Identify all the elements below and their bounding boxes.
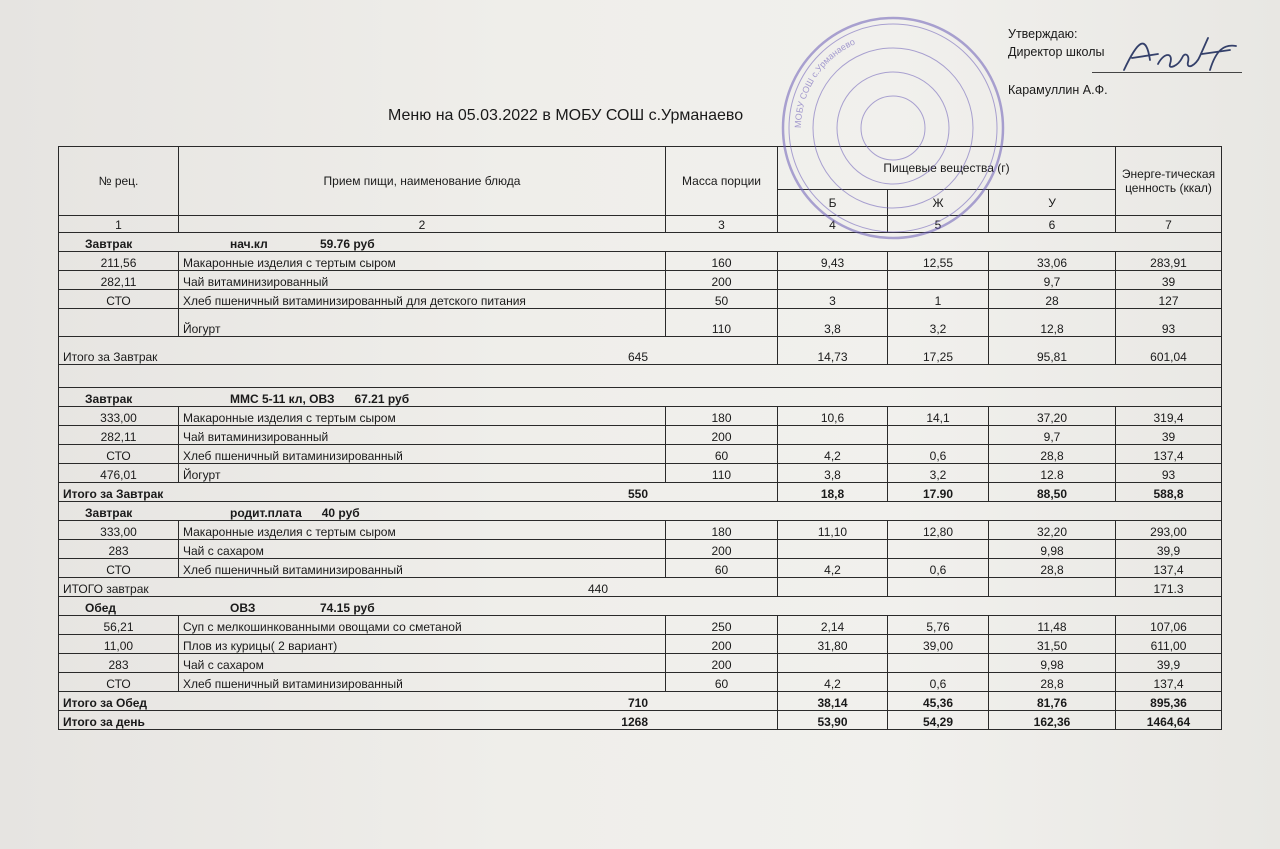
table-row xyxy=(59,426,1222,445)
director-signature xyxy=(1118,30,1243,80)
energy: 319,4 xyxy=(1116,407,1222,426)
approval-line-2: Директор школы xyxy=(1008,45,1105,59)
table-row xyxy=(59,464,1222,483)
header-mass: Масса порции xyxy=(666,147,778,216)
protein: 3 xyxy=(778,290,888,309)
index-cell: 5 xyxy=(888,216,989,233)
menu-table xyxy=(58,146,1222,730)
fat: 3,2 xyxy=(888,464,989,483)
day-total-carbs: 162,36 xyxy=(989,711,1116,730)
section-price: 74.15 руб xyxy=(320,601,375,615)
table-row xyxy=(59,654,1222,673)
dish-name: Чай витаминизированный xyxy=(179,426,666,445)
recipe-number: СТО xyxy=(59,445,179,464)
day-total-fat: 54,29 xyxy=(888,711,989,730)
approval-line-1: Утверждаю: xyxy=(1008,27,1078,41)
energy: 137,4 xyxy=(1116,559,1222,578)
energy: 293,00 xyxy=(1116,521,1222,540)
protein: 31,80 xyxy=(778,635,888,654)
total-protein: 14,73 xyxy=(778,337,888,365)
dish-name: Макаронные изделия с тертым сыром xyxy=(179,407,666,426)
fat: 14,1 xyxy=(888,407,989,426)
protein: 2,14 xyxy=(778,616,888,635)
energy: 611,00 xyxy=(1116,635,1222,654)
stamp-text: МОБУ СОШ с.Урманаево xyxy=(792,36,857,129)
index-cell: 7 xyxy=(1116,216,1222,233)
table-row xyxy=(59,445,1222,464)
section-header-row xyxy=(59,388,1222,407)
portion-mass: 200 xyxy=(666,635,778,654)
protein: 4,2 xyxy=(778,445,888,464)
index-cell: 1 xyxy=(59,216,179,233)
recipe-number: 11,00 xyxy=(59,635,179,654)
dish-name: Макаронные изделия с тертым сыром xyxy=(179,521,666,540)
portion-mass: 200 xyxy=(666,540,778,559)
total-energy: 588,8 xyxy=(1116,483,1222,502)
total-label: ИТОГО завтрак xyxy=(63,582,149,596)
recipe-number: СТО xyxy=(59,673,179,692)
section-header-row xyxy=(59,233,1222,252)
section-sub: нач.кл xyxy=(230,237,268,251)
day-total-mass: 1268 xyxy=(621,715,648,729)
dish-name: Чай с сахаром xyxy=(179,654,666,673)
total-cell xyxy=(59,337,778,365)
recipe-number: 333,00 xyxy=(59,407,179,426)
total-energy: 601,04 xyxy=(1116,337,1222,365)
header-nutrients: Пищевые вещества (г) xyxy=(778,147,1116,190)
header-energy: Энерге-тическая ценность (ккал) xyxy=(1116,147,1222,216)
total-row xyxy=(59,483,1222,502)
fat xyxy=(888,426,989,445)
index-cell: 6 xyxy=(989,216,1116,233)
header-num: № рец. xyxy=(59,147,179,216)
energy: 93 xyxy=(1116,464,1222,483)
section-label: Завтрак xyxy=(85,506,133,520)
recipe-number: СТО xyxy=(59,290,179,309)
carbs: 12.8 xyxy=(989,464,1116,483)
spacer-cell xyxy=(59,365,1222,388)
total-label: Итого за Завтрак xyxy=(63,350,158,364)
total-mass: 550 xyxy=(627,487,648,501)
day-total-protein: 53,90 xyxy=(778,711,888,730)
total-mass: 710 xyxy=(627,696,648,710)
section-header xyxy=(59,233,1222,252)
energy: 93 xyxy=(1116,309,1222,337)
total-fat: 17.90 xyxy=(888,483,989,502)
carbs: 12,8 xyxy=(989,309,1116,337)
header-zh: Ж xyxy=(888,190,989,216)
fat: 12,55 xyxy=(888,252,989,271)
total-energy: 171.3 xyxy=(1116,578,1222,597)
recipe-number: 283 xyxy=(59,540,179,559)
portion-mass: 110 xyxy=(666,464,778,483)
total-carbs: 88,50 xyxy=(989,483,1116,502)
portion-mass: 250 xyxy=(666,616,778,635)
energy: 39 xyxy=(1116,271,1222,290)
carbs: 28,8 xyxy=(989,559,1116,578)
spacer-row xyxy=(59,365,1222,388)
recipe-number: 333,00 xyxy=(59,521,179,540)
section-label: Обед xyxy=(85,601,117,615)
protein: 3,8 xyxy=(778,309,888,337)
protein xyxy=(778,426,888,445)
total-carbs xyxy=(989,578,1116,597)
dish-name: Макаронные изделия с тертым сыром xyxy=(179,252,666,271)
dish-name: Хлеб пшеничный витаминизированный xyxy=(179,673,666,692)
portion-mass: 110 xyxy=(666,309,778,337)
portion-mass: 160 xyxy=(666,252,778,271)
day-total-energy: 1464,64 xyxy=(1116,711,1222,730)
total-fat: 17,25 xyxy=(888,337,989,365)
energy: 39,9 xyxy=(1116,654,1222,673)
section-label: Завтрак xyxy=(85,237,133,251)
section-label: Завтрак xyxy=(85,392,133,406)
recipe-number: 282,11 xyxy=(59,271,179,290)
table-row xyxy=(59,271,1222,290)
protein: 10,6 xyxy=(778,407,888,426)
total-fat xyxy=(888,578,989,597)
total-mass: 645 xyxy=(627,350,648,364)
fat: 3,2 xyxy=(888,309,989,337)
portion-mass: 60 xyxy=(666,559,778,578)
portion-mass: 60 xyxy=(666,445,778,464)
section-price: 40 руб xyxy=(321,506,360,520)
portion-mass: 180 xyxy=(666,521,778,540)
day-total-label: Итого за день xyxy=(63,715,145,729)
fat xyxy=(888,271,989,290)
energy: 107,06 xyxy=(1116,616,1222,635)
day-total-cell xyxy=(59,711,778,730)
section-sub: ММС 5-11 кл, ОВЗ xyxy=(230,392,335,406)
dish-name: Хлеб пшеничный витаминизированный для детского питания xyxy=(179,290,666,309)
carbs: 9,98 xyxy=(989,654,1116,673)
table-row xyxy=(59,407,1222,426)
section-price: 59.76 руб xyxy=(320,237,375,251)
total-protein: 18,8 xyxy=(778,483,888,502)
total-energy: 895,36 xyxy=(1116,692,1222,711)
recipe-number: 211,56 xyxy=(59,252,179,271)
table-row xyxy=(59,309,1222,337)
index-cell: 4 xyxy=(778,216,888,233)
carbs: 9,7 xyxy=(989,426,1116,445)
dish-name: Плов из курицы( 2 вариант) xyxy=(179,635,666,654)
dish-name: Йогурт xyxy=(179,464,666,483)
page-title: Меню на 05.03.2022 в МОБУ СОШ с.Урманаево xyxy=(388,107,744,124)
fat: 39,00 xyxy=(888,635,989,654)
total-cell xyxy=(59,483,778,502)
total-carbs: 81,76 xyxy=(989,692,1116,711)
table-row xyxy=(59,252,1222,271)
energy: 137,4 xyxy=(1116,673,1222,692)
index-cell: 3 xyxy=(666,216,778,233)
portion-mass: 180 xyxy=(666,407,778,426)
protein: 9,43 xyxy=(778,252,888,271)
carbs: 11,48 xyxy=(989,616,1116,635)
section-header xyxy=(59,597,1222,616)
portion-mass: 50 xyxy=(666,290,778,309)
energy: 39 xyxy=(1116,426,1222,445)
section-header xyxy=(59,388,1222,407)
fat xyxy=(888,654,989,673)
dish-name: Хлеб пшеничный витаминизированный xyxy=(179,559,666,578)
protein: 3,8 xyxy=(778,464,888,483)
protein: 4,2 xyxy=(778,559,888,578)
section-sub: родит.плата xyxy=(230,506,302,520)
svg-text:МОБУ СОШ с.Урманаево xyxy=(793,37,857,129)
day-total-row xyxy=(59,711,1222,730)
recipe-number: 56,21 xyxy=(59,616,179,635)
dish-name: Йогурт xyxy=(179,309,666,337)
fat: 0,6 xyxy=(888,673,989,692)
protein: 11,10 xyxy=(778,521,888,540)
portion-mass: 200 xyxy=(666,654,778,673)
fat: 1 xyxy=(888,290,989,309)
table-row xyxy=(59,635,1222,654)
recipe-number: 283 xyxy=(59,654,179,673)
total-protein: 38,14 xyxy=(778,692,888,711)
table-row xyxy=(59,540,1222,559)
dish-name: Хлеб пшеничный витаминизированный xyxy=(179,445,666,464)
carbs: 33,06 xyxy=(989,252,1116,271)
director-name: Карамуллин А.Ф. xyxy=(1008,83,1108,97)
fat: 0,6 xyxy=(888,559,989,578)
carbs: 31,50 xyxy=(989,635,1116,654)
carbs: 28,8 xyxy=(989,445,1116,464)
total-protein xyxy=(778,578,888,597)
fat: 0,6 xyxy=(888,445,989,464)
carbs: 9,98 xyxy=(989,540,1116,559)
carbs: 9,7 xyxy=(989,271,1116,290)
energy: 39,9 xyxy=(1116,540,1222,559)
total-label: Итого за Обед xyxy=(63,696,148,710)
total-row xyxy=(59,337,1222,365)
protein xyxy=(778,271,888,290)
carbs: 28 xyxy=(989,290,1116,309)
section-sub: ОВЗ xyxy=(230,601,256,615)
dish-name: Чай витаминизированный xyxy=(179,271,666,290)
table-row xyxy=(59,521,1222,540)
total-fat: 45,36 xyxy=(888,692,989,711)
section-header xyxy=(59,502,1222,521)
dish-name: Чай с сахаром xyxy=(179,540,666,559)
carbs: 32,20 xyxy=(989,521,1116,540)
total-cell xyxy=(59,578,778,597)
portion-mass: 200 xyxy=(666,426,778,445)
total-cell xyxy=(59,692,778,711)
total-row xyxy=(59,692,1222,711)
recipe-number: СТО xyxy=(59,559,179,578)
column-index-row xyxy=(59,216,1222,233)
official-stamp xyxy=(778,13,1008,243)
table-row xyxy=(59,290,1222,309)
fat: 12,80 xyxy=(888,521,989,540)
fat: 5,76 xyxy=(888,616,989,635)
portion-mass: 60 xyxy=(666,673,778,692)
header-u: У xyxy=(989,190,1116,216)
total-row xyxy=(59,578,1222,597)
carbs: 37,20 xyxy=(989,407,1116,426)
table-row xyxy=(59,673,1222,692)
energy: 127 xyxy=(1116,290,1222,309)
fat xyxy=(888,540,989,559)
dish-name: Суп с мелкошинкованными овощами со сметаной xyxy=(179,616,666,635)
total-label: Итого за Завтрак xyxy=(63,487,164,501)
total-carbs: 95,81 xyxy=(989,337,1116,365)
recipe-number xyxy=(59,309,179,337)
carbs: 28,8 xyxy=(989,673,1116,692)
protein xyxy=(778,654,888,673)
section-header-row xyxy=(59,597,1222,616)
index-cell: 2 xyxy=(179,216,666,233)
section-price: 67.21 руб xyxy=(354,392,410,406)
energy: 137,4 xyxy=(1116,445,1222,464)
header-name: Прием пищи, наименование блюда xyxy=(179,147,666,216)
recipe-number: 282,11 xyxy=(59,426,179,445)
section-header-row xyxy=(59,502,1222,521)
table-row xyxy=(59,559,1222,578)
recipe-number: 476,01 xyxy=(59,464,179,483)
energy: 283,91 xyxy=(1116,252,1222,271)
portion-mass: 200 xyxy=(666,271,778,290)
header-b: Б xyxy=(778,190,888,216)
table-row xyxy=(59,616,1222,635)
total-mass: 440 xyxy=(587,582,608,596)
protein xyxy=(778,540,888,559)
protein: 4,2 xyxy=(778,673,888,692)
